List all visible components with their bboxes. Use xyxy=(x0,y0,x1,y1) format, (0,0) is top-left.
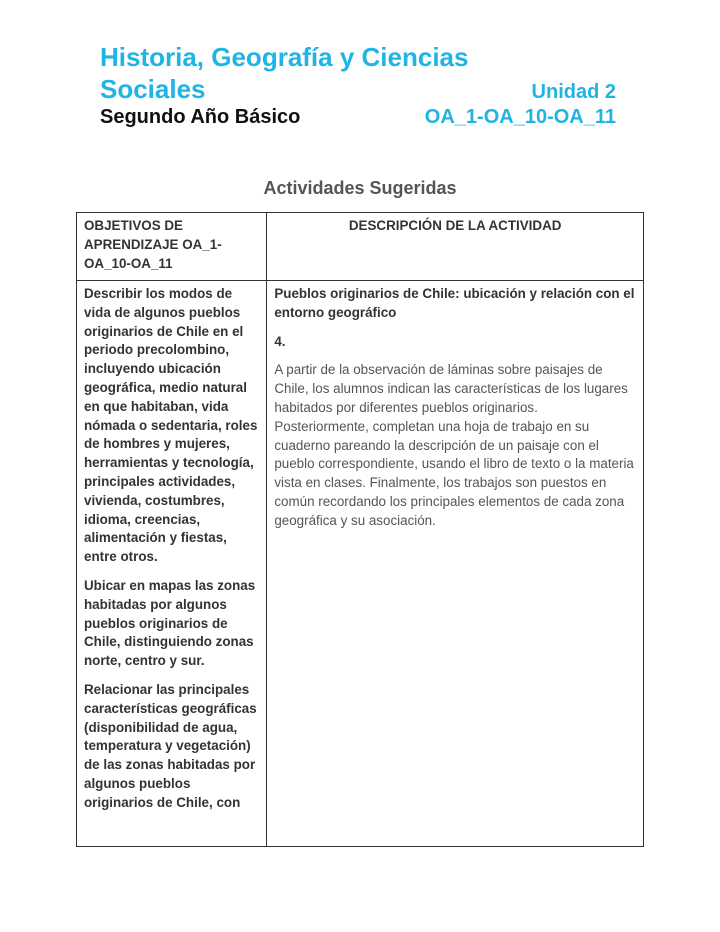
objectives-cell xyxy=(77,281,267,847)
section-title: Actividades Sugeridas xyxy=(263,178,457,198)
oa-codes-label: OA_1-OA_10-OA_11 xyxy=(424,106,616,128)
grade-row xyxy=(100,104,616,130)
document-header xyxy=(100,42,616,130)
grade-label: Segundo Año Básico xyxy=(100,106,301,128)
activity-number: 4. xyxy=(274,333,286,349)
table-row xyxy=(77,281,644,847)
objective-item: Relacionar las principales características geográficas (disponibilidad de agua, temperatura y vegetación) de las zonas habitadas por algunos pueblos originarios de Chile, con xyxy=(84,681,257,810)
activity-description: A partir de la observación de láminas sobre paisajes de Chile, los alumnos indican las características de los lugares habitados por diferentes pueblos originarios. Posteriormente, completan una hoja de trabajo en su cuaderno pareando la descripción de un paisaje con el pueblo correspondiente, usando el libro de texto o la materia vista en clases. Finalmente, los trabajos son puestos en común recordando los principales elementos de cada zona geográfica y su asociación. xyxy=(274,362,634,528)
activity-cell xyxy=(267,281,644,847)
subject-title-line2: Sociales xyxy=(100,74,206,104)
unit-label: Unidad 2 xyxy=(531,81,616,103)
subject-title-line1: Historia, Geografía y Ciencias xyxy=(100,42,469,72)
objective-item: Ubicar en mapas las zonas habitadas por algunos pueblos originarios de Chile, distinguiendo zonas norte, centro y sur. xyxy=(84,577,256,669)
objective-item: Describir los modos de vida de algunos pueblos originarios de Chile en el periodo precolombino, incluyendo ubicación geográfica, medio natural en que habitaban, vida nómada o sedentaria, roles de hombres y mujeres, herramientas y tecnología, principales actividades, vivienda, costumbres, idioma, creencias, alimentación y fiestas, entre otros. xyxy=(84,286,258,565)
description-header: DESCRIPCIÓN DE LA ACTIVIDAD xyxy=(267,213,644,281)
subject-title-row2 xyxy=(100,74,616,104)
objectives-header: OBJETIVOS DE APRENDIZAJE OA_1-OA_10-OA_11 xyxy=(77,213,267,281)
activities-table xyxy=(76,212,644,847)
table-header-row xyxy=(77,213,644,281)
activity-title: Pueblos originarios de Chile: ubicación y relación con el entorno geográfico xyxy=(274,286,635,320)
